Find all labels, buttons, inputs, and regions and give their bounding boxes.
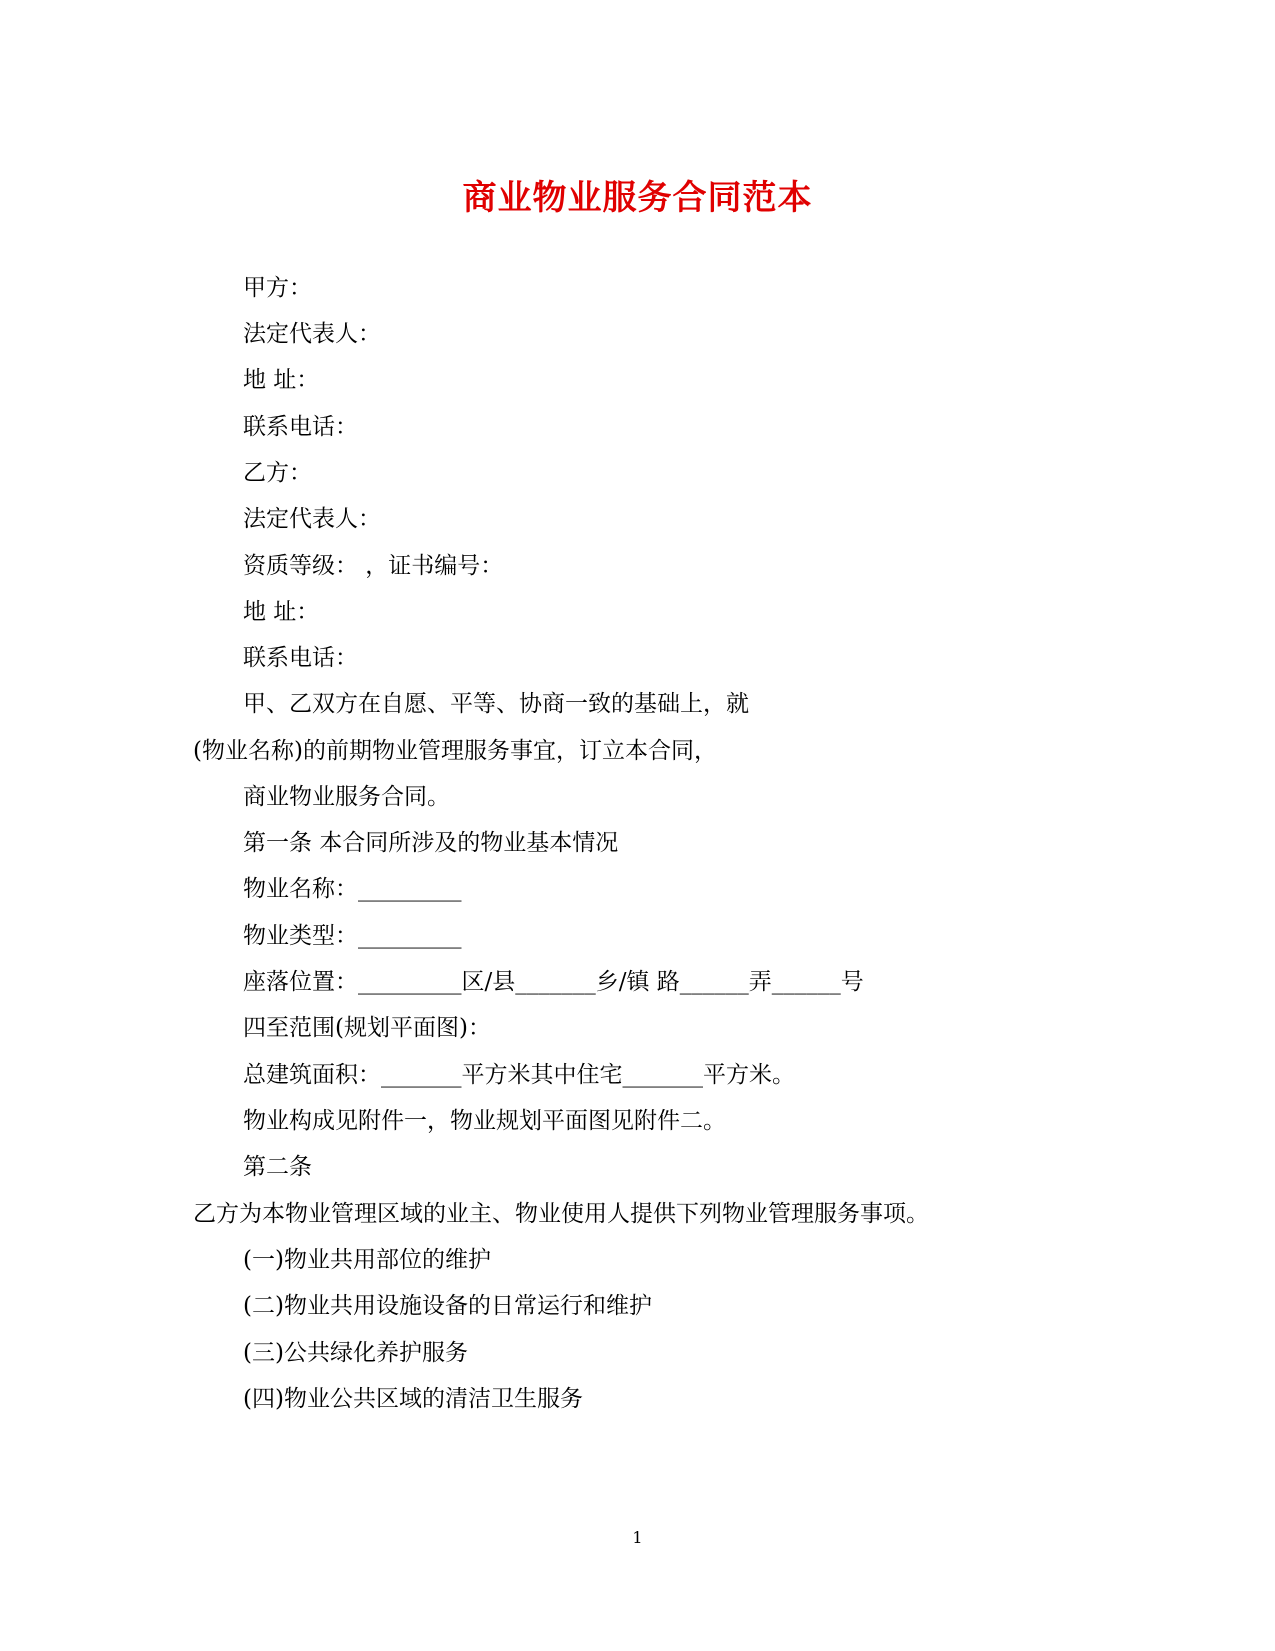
preamble-line-2: (物业名称)的前期物业管理服务事宜，订立本合同， (193, 738, 717, 764)
service-item-1: (一)物业共用部位的维护 (243, 1247, 491, 1273)
document-title: 商业物业服务合同范本 (462, 178, 813, 218)
party-a-phone-line: 联系电话： (243, 414, 358, 440)
article-2-heading: 第二条 (243, 1154, 312, 1180)
article-1-heading: 第一条 本合同所涉及的物业基本情况 (243, 830, 619, 856)
party-a-representative-line: 法定代表人： (243, 321, 381, 347)
article-2-intro-line: 乙方为本物业管理区域的业主、物业使用人提供下列物业管理服务事项。 (193, 1201, 929, 1227)
property-type-line: 物业类型：_________ (243, 923, 462, 949)
party-b-phone-line: 联系电话： (243, 645, 358, 671)
party-b-address-line: 地 址： (243, 599, 320, 625)
party-b-line: 乙方： (243, 460, 312, 486)
preamble-line-1: 甲、乙双方在自愿、平等、协商一致的基础上，就 (243, 691, 749, 717)
party-b-qualification-line: 资质等级： ，证书编号： (243, 553, 504, 579)
service-item-2: (二)物业共用设施设备的日常运行和维护 (243, 1293, 652, 1319)
party-b-representative-line: 法定代表人： (243, 506, 381, 532)
property-area-line: 总建筑面积：_______平方米其中住宅_______平方米。 (243, 1062, 795, 1088)
property-name-line: 物业名称：_________ (243, 876, 462, 902)
service-item-3: (三)公共绿化养护服务 (243, 1340, 468, 1366)
property-location-line: 座落位置：_________区/县_______乡/镇 路______弄______号 (243, 969, 864, 995)
service-item-4: (四)物业公共区域的清洁卫生服务 (243, 1386, 583, 1412)
property-attachments-line: 物业构成见附件一，物业规划平面图见附件二。 (243, 1108, 726, 1134)
property-boundary-line: 四至范围(规划平面图)： (243, 1015, 491, 1041)
page-number: 1 (632, 1528, 643, 1547)
preamble-line-3: 商业物业服务合同。 (243, 784, 450, 810)
party-a-address-line: 地 址： (243, 367, 320, 393)
party-a-line: 甲方： (243, 275, 312, 301)
